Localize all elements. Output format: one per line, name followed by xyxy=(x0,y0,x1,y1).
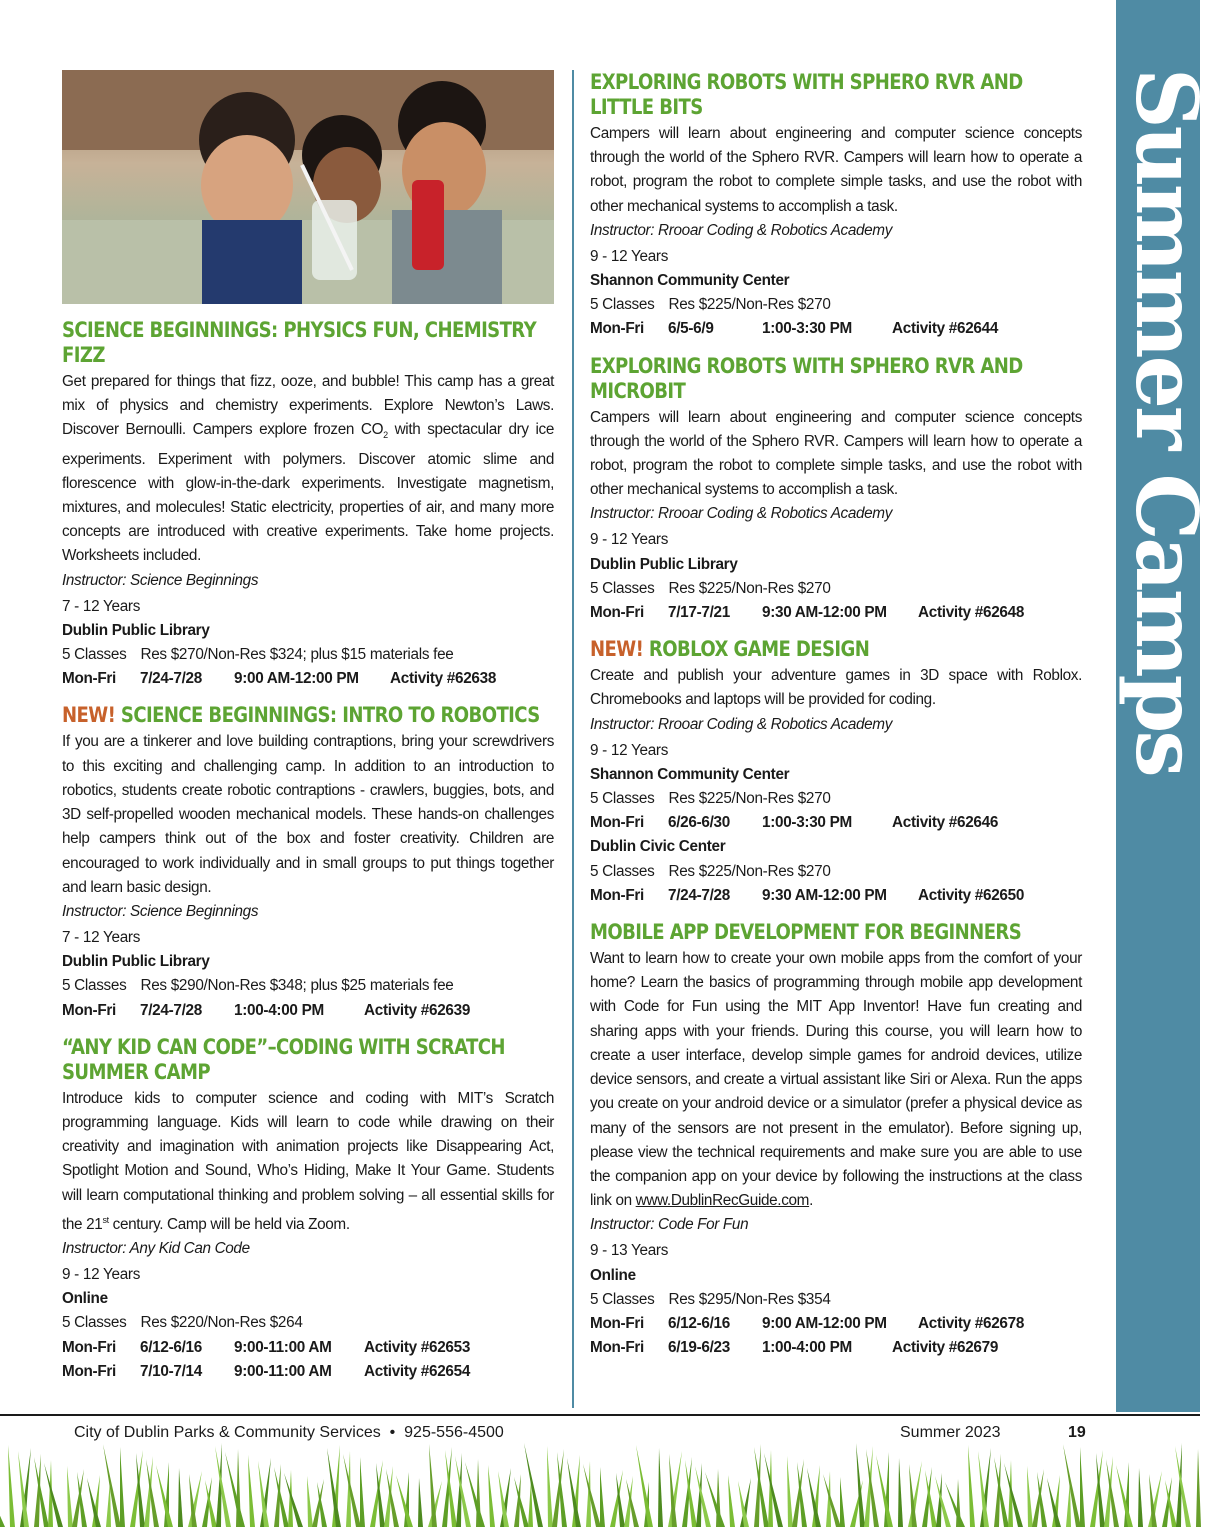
camp-listing xyxy=(590,70,1082,342)
schedule-dates: 7/24-7/28 xyxy=(140,670,202,688)
camp-ages: 9 - 12 Years xyxy=(590,741,669,759)
camp-location: Dublin Civic Center xyxy=(590,838,726,856)
grass-blade xyxy=(343,1454,361,1527)
schedule-time: 1:00-3:30 PM xyxy=(762,814,852,832)
camp-instructor: Instructor: Rrooar Coding & Robotics Academy xyxy=(590,715,893,733)
camp-description: Campers will learn about engineering and computer science concepts through the world of the Sphero RVR. Campers will learn how to operate a robot, program the robot to complete simple tasks, and use the robot with other mechanical systems to accomplish a task. xyxy=(590,408,1082,499)
grass-blade xyxy=(1080,1447,1085,1527)
schedule-time: 1:00-4:00 PM xyxy=(234,1001,324,1019)
grass-blade xyxy=(1196,1449,1201,1527)
grass-blade xyxy=(636,1445,653,1527)
schedule-dates: 7/10-7/14 xyxy=(140,1362,202,1380)
activity-number: Activity #62678 xyxy=(918,1314,1025,1332)
camp-ages: 7 - 12 Years xyxy=(62,597,141,615)
grass-blade xyxy=(728,1475,735,1527)
grass-blade xyxy=(156,1465,173,1527)
camp-ages: 9 - 12 Years xyxy=(62,1266,141,1284)
grass-blade xyxy=(856,1443,865,1527)
camp-instructor: Instructor: Science Beginnings xyxy=(62,902,259,920)
grass-blade xyxy=(524,1443,543,1527)
schedule-time: 9:00-11:00 AM xyxy=(234,1362,332,1380)
class-count: 5 Classes xyxy=(590,790,655,808)
dublinrecguide-link[interactable]: www.DublinRecGuide.com xyxy=(635,1192,810,1210)
camp-description: Create and publish your adventure games in 3D space with Roblox. Chromebooks and laptops will be provided for coding. xyxy=(590,667,1082,709)
camp-location: Shannon Community Center xyxy=(590,272,790,290)
schedule-row xyxy=(590,884,1082,908)
sidebar-title-text: Summer Camps xyxy=(1117,68,1216,775)
camp-ages: 7 - 12 Years xyxy=(62,928,141,946)
schedule-time: 9:30 AM-12:00 PM xyxy=(762,886,887,904)
activity-number: Activity #62653 xyxy=(364,1338,471,1356)
camp-listing xyxy=(590,637,1082,908)
camp-location: Online xyxy=(62,1290,108,1308)
schedule-dates: 7/24-7/28 xyxy=(140,1001,202,1019)
camp-instructor: Instructor: Code For Fun xyxy=(590,1216,749,1234)
grass-blade xyxy=(360,1457,365,1527)
schedule-days: Mon-Fri xyxy=(62,1001,116,1019)
camp-location: Online xyxy=(590,1266,636,1284)
camp-title xyxy=(62,318,553,368)
schedule-days: Mon-Fri xyxy=(590,604,644,622)
grass-blade xyxy=(876,1455,893,1527)
camp-listing xyxy=(62,1035,554,1384)
new-badge: NEW! xyxy=(62,703,116,728)
schedule-time: 1:00-4:00 PM xyxy=(762,1339,852,1357)
grass-blade xyxy=(600,1467,605,1527)
camp-title-text: SCIENCE BEGINNINGS: INTRO TO ROBOTICS xyxy=(120,703,540,728)
class-count: 5 Classes xyxy=(62,977,127,995)
schedule-dates: 6/12-6/16 xyxy=(140,1338,202,1356)
camp-title-text: EXPLORING ROBOTS WITH SPHERO RVR AND LITTLE BITS xyxy=(590,70,1023,119)
schedule-dates: 6/19-6/23 xyxy=(668,1339,730,1357)
schedule-time: 9:00 AM-12:00 PM xyxy=(762,1314,887,1332)
camp-title xyxy=(590,637,1081,662)
camp-listing xyxy=(590,920,1082,1360)
schedule-row xyxy=(62,999,554,1023)
schedule-dates: 7/17-7/21 xyxy=(668,604,730,622)
grass-blade xyxy=(1063,1444,1081,1527)
activity-number: Activity #62648 xyxy=(918,604,1025,622)
grass-blade xyxy=(307,1476,313,1527)
class-count: 5 Classes xyxy=(590,296,655,314)
grass-blade xyxy=(583,1464,601,1527)
camp-title xyxy=(590,354,1081,404)
camp-description: Get prepared for things that fizz, ooze, and bubble! This camp has a great mix of physics and chemistry experiments. Explore Newton’s Laws. Discover Bernoulli. Campers explore frozen $CO_2$ with spectacular dry ice experiments. Experiment with polymers. Discover atomic slime and florescence with glow-in-the-dark experiments. Investigate magnetism, mixtures, and molecules! Static electricity, properties of air, and many more concepts are introduced with creative experiments. Take home projects. Worksheets included. xyxy=(62,373,554,565)
schedule-days: Mon-Fri xyxy=(590,814,644,832)
sidebar-title xyxy=(1116,68,1216,775)
schedule-days: Mon-Fri xyxy=(590,1314,644,1332)
camp-ages: 9 - 13 Years xyxy=(590,1242,669,1260)
camp-fees xyxy=(590,1288,1082,1312)
fee-text: Res $220/Non-Res $264 xyxy=(140,1314,303,1332)
activity-number: Activity #62638 xyxy=(390,670,497,688)
schedule-time: 9:00 AM-12:00 PM xyxy=(234,670,359,688)
activity-number: Activity #62679 xyxy=(892,1339,999,1357)
schedule-days: Mon-Fri xyxy=(590,320,644,338)
camp-description: Introduce kids to computer science and coding with MIT’s Scratch programming language. Kids will learn to code while drawing on their creativity and imagination with animation projects like Disappearing Act, Spotlight Motion and Sound, Who’s Hiding, Make It Your Game. Students will learn computational thinking and problem solving – all essential skills for the 21st century. Camp will be held via Zoom. xyxy=(62,1089,554,1233)
activity-number: Activity #62646 xyxy=(892,814,999,832)
camp-fees xyxy=(62,1311,554,1335)
footer-bullet: • xyxy=(389,1424,396,1441)
class-count: 5 Classes xyxy=(590,1290,655,1308)
camp-ages: 9 - 12 Years xyxy=(590,531,669,549)
camp-title-text: EXPLORING ROBOTS WITH SPHERO RVR AND MICROBIT xyxy=(590,353,1023,403)
grass-blade xyxy=(658,1448,663,1527)
schedule-row xyxy=(62,1336,554,1360)
camp-fees xyxy=(62,643,554,667)
camp-instructor: Instructor: Rrooar Coding & Robotics Academy xyxy=(590,505,893,523)
schedule-row xyxy=(590,1312,1082,1336)
footer-org-line xyxy=(74,1424,504,1442)
grass-blade xyxy=(67,1466,73,1527)
grass-blade xyxy=(1138,1468,1143,1527)
camp-fees xyxy=(590,860,1082,884)
camp-location: Shannon Community Center xyxy=(590,765,790,783)
grass-blade xyxy=(0,1482,5,1527)
schedule-row xyxy=(590,317,1082,341)
schedule-days: Mon-Fri xyxy=(590,1339,644,1357)
fee-text: Res $295/Non-Res $354 xyxy=(668,1290,831,1308)
fee-text: Res $270/Non-Res $324; plus $15 materials fee xyxy=(140,646,454,664)
grass-blade xyxy=(898,1458,903,1527)
camp-location: Dublin Public Library xyxy=(62,953,210,971)
grass-blade xyxy=(8,1445,15,1527)
activity-number: Activity #62650 xyxy=(918,886,1025,904)
grass-blade xyxy=(823,1474,841,1527)
camp-fees xyxy=(590,787,1082,811)
new-badge: NEW! xyxy=(590,637,644,662)
camp-title-text: SCIENCE BEGINNINGS: PHYSICS FUN, CHEMISTRY FIZZ xyxy=(62,318,537,367)
fee-text: Res $225/Non-Res $270 xyxy=(668,862,831,880)
footer-org: City of Dublin Parks & Community Services xyxy=(74,1424,381,1441)
activity-number: Activity #62644 xyxy=(892,320,999,338)
schedule-dates: 6/5-6/9 xyxy=(668,320,714,338)
grass-blade xyxy=(418,1478,423,1527)
grass-decoration xyxy=(0,1444,1200,1527)
class-count: 5 Classes xyxy=(62,1314,127,1332)
schedule-dates: 6/26-6/30 xyxy=(668,814,730,832)
schedule-time: 1:00-3:30 PM xyxy=(762,320,852,338)
schedule-days: Mon-Fri xyxy=(62,1362,116,1380)
fee-text: Res $225/Non-Res $270 xyxy=(668,296,831,314)
class-count: 5 Classes xyxy=(62,646,127,664)
grass-blade xyxy=(1116,1465,1133,1527)
activity-number: Activity #62639 xyxy=(364,1001,471,1019)
grass-blade xyxy=(968,1445,975,1527)
camp-photo xyxy=(62,70,554,304)
camp-title xyxy=(590,70,1081,120)
schedule-row xyxy=(590,811,1082,835)
schedule-days: Mon-Fri xyxy=(62,1338,116,1356)
page-number: 19 xyxy=(1068,1424,1086,1441)
grass-blade xyxy=(1027,1466,1033,1527)
fee-text: Res $225/Non-Res $270 xyxy=(668,579,831,597)
grass-blade xyxy=(103,1444,121,1527)
schedule-time: 9:30 AM-12:00 PM xyxy=(762,604,887,622)
grass-blade xyxy=(178,1468,183,1527)
grass-blade xyxy=(429,1444,437,1527)
class-count: 5 Classes xyxy=(590,862,655,880)
schedule-row xyxy=(590,601,1082,625)
camp-description: Campers will learn about engineering and computer science concepts through the world of the Sphero RVR. Campers will learn how to operate a robot, program the robot to complete simple tasks, and use the robot with other mechanical systems to accomplish a task. xyxy=(590,125,1082,215)
column-divider xyxy=(572,70,574,1408)
schedule-dates: 6/12-6/16 xyxy=(668,1314,730,1332)
schedule-time: 9:00-11:00 AM xyxy=(234,1338,332,1356)
grass-blade xyxy=(396,1475,413,1527)
camp-instructor: Instructor: Any Kid Can Code xyxy=(62,1240,250,1258)
fee-text: Res $225/Non-Res $270 xyxy=(668,790,831,808)
camp-description: Want to learn how to create your own mobile apps from the comfort of your home? Learn the basics of programming through mobile app development with Code for Fun using the MIT App Inventor! Have fun creating and sharing apps with your friends. During this course, you will learn how to create a user interface, develop simple games for android devices, utilize device sensors, and create a virtual assistant like Siri or Alexa. Run the apps you create on your android device or a simulator (prefer a physical device as many of the sensors are not present in the emulator). Before signing up, please view the technical requirements and make sure you are able to use the companion app on your device by following the instructions at the class link on www.DublinRecGuide.com. xyxy=(590,950,1082,1210)
grass-blade xyxy=(488,1465,495,1527)
camp-title xyxy=(62,1035,553,1085)
camp-title-text: “ANY KID CAN CODE”–CODING WITH SCRATCH SUMMER CAMP xyxy=(62,1034,505,1084)
fee-text: Res $290/Non-Res $348; plus $25 materials fee xyxy=(140,977,454,995)
schedule-row xyxy=(62,1360,554,1384)
camp-description: If you are a tinkerer and love building contraptions, bring your screwdrivers to this exciting and challenging camp. In addition to an introduction to robotics, students create robotic contraptions - crawlers, buggies, bots, and 3D self-propelled wooden mechanical models. These hands-on challenges help campers think out of the box and foster creativity. Children are encouraged to work individually and in small groups to put things together and learn basic design. xyxy=(62,733,554,896)
schedule-row xyxy=(62,667,554,691)
schedule-row xyxy=(590,1336,1082,1360)
camp-instructor: Instructor: Science Beginnings xyxy=(62,571,259,589)
camp-fees xyxy=(590,577,1082,601)
camp-listing xyxy=(590,354,1082,626)
camp-title xyxy=(62,703,553,728)
camp-location: Dublin Public Library xyxy=(62,621,210,639)
grass-blade xyxy=(547,1446,553,1527)
camp-instructor: Instructor: Rrooar Coding & Robotics Academy xyxy=(590,221,893,239)
activity-number: Activity #62654 xyxy=(364,1362,471,1380)
class-count: 5 Classes xyxy=(590,579,655,597)
schedule-dates: 7/24-7/28 xyxy=(668,886,730,904)
footer-phone: 925-556-4500 xyxy=(404,1424,504,1441)
camp-location: Dublin Public Library xyxy=(590,555,738,573)
camp-listing xyxy=(62,318,554,691)
right-column xyxy=(590,70,1082,1372)
grass-blade xyxy=(248,1455,255,1527)
kids-experiment-photo xyxy=(62,70,554,304)
camp-title-text: ROBLOX GAME DESIGN xyxy=(648,637,870,662)
grass-blades xyxy=(0,1443,1201,1527)
schedule-days: Mon-Fri xyxy=(590,886,644,904)
camp-title xyxy=(590,920,1081,945)
grass-blade xyxy=(787,1456,793,1527)
left-column xyxy=(62,70,554,1396)
camp-fees xyxy=(590,293,1082,317)
footer-season: Summer 2023 xyxy=(900,1424,1001,1441)
camp-listing xyxy=(62,703,554,1022)
schedule-days: Mon-Fri xyxy=(62,670,116,688)
camp-ages: 9 - 12 Years xyxy=(590,247,669,265)
grass-blade xyxy=(120,1447,125,1527)
camp-title-text: MOBILE APP DEVELOPMENT FOR BEGINNERS xyxy=(590,920,1022,945)
camp-fees xyxy=(62,974,554,998)
footer-rule xyxy=(0,1414,1200,1416)
grass-blade xyxy=(840,1477,845,1527)
